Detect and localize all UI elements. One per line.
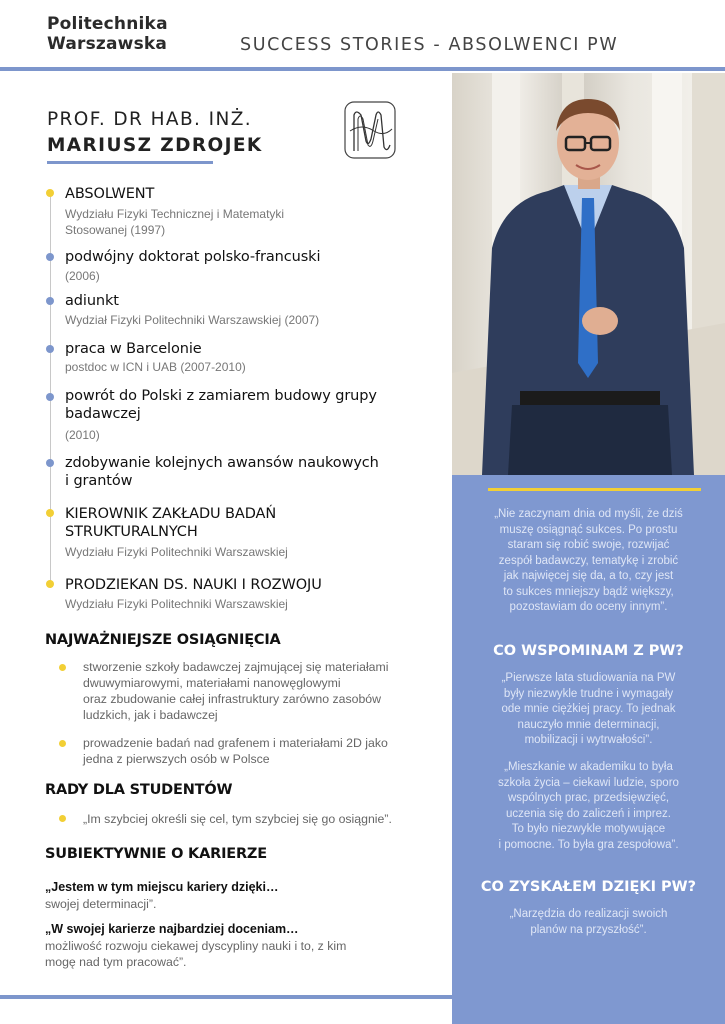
career-answer-2: możliwość rozwoju ciekawej dyscypliny nauki i to, z kim mogę nad tym pracować”. bbox=[45, 939, 347, 969]
logo-line-1: Politechnika bbox=[47, 14, 168, 34]
sidebar-accent-rule bbox=[488, 488, 701, 491]
timeline-title: KIEROWNIK ZAKŁADU BADAŃ STRUKTURALNYCH bbox=[65, 506, 277, 540]
achievements-heading: NAJWAŻNIEJSZE OSIĄGNIĘCIA bbox=[45, 632, 281, 648]
achievement-item: stworzenie szkoły badawczej zajmującej się materiałami dwuwymiarowymi, materiałami nanowęglowymi oraz zbudowanie całej infrastruktury zarówno zasobów ludzkich, jak i badawczej bbox=[83, 660, 389, 722]
academic-title: PROF. DR HAB. INŻ. bbox=[47, 109, 253, 130]
timeline-sub: postdoc w ICN i UAB (2007-2010) bbox=[65, 360, 246, 374]
timeline-sub: Wydziału Fizyki Politechniki Warszawskiej bbox=[65, 545, 288, 559]
timeline-dot bbox=[46, 345, 54, 353]
timeline-title: ABSOLWENT bbox=[65, 186, 155, 202]
bullet-dot bbox=[59, 815, 66, 822]
timeline-title: powrót do Polski z zamiarem budowy grupy badawczej bbox=[65, 388, 377, 422]
timeline-dot bbox=[46, 253, 54, 261]
logo-line-2: Warszawska bbox=[47, 34, 168, 54]
timeline-title: praca w Barcelonie bbox=[65, 341, 202, 357]
timeline-title: PRODZIEKAN DS. NAUKI I ROZWOJU bbox=[65, 577, 322, 593]
timeline-sub: (2006) bbox=[65, 269, 100, 283]
timeline-sub: Wydział Fizyki Politechniki Warszawskiej (2007) bbox=[65, 313, 320, 327]
header-title: SUCCESS STORIES - ABSOLWENCI PW bbox=[240, 35, 619, 55]
timeline-sub: Wydziału Fizyki Technicznej i Matematyki Stosowanej (1997) bbox=[65, 207, 285, 237]
career-answer-1: swojej determinacji”. bbox=[45, 897, 157, 911]
timeline-dot bbox=[46, 509, 54, 517]
pw-emblem-icon bbox=[344, 101, 398, 166]
timeline-title: adiunkt bbox=[65, 293, 119, 309]
career-question-1: „Jestem w tym miejscu kariery dzięki… bbox=[45, 880, 279, 894]
career-heading: SUBIEKTYWNIE O KARIERZE bbox=[45, 846, 267, 862]
bullet-dot bbox=[59, 664, 66, 671]
timeline-sub: (2010) bbox=[65, 428, 100, 442]
advice-heading: RADY DLA STUDENTÓW bbox=[45, 782, 233, 798]
timeline-dot bbox=[46, 297, 54, 305]
memory-2: „Mieszkanie w akademiku to była szkoła życia – ciekawi ludzie, sporo wspólnych prac, przedsięwzięć, uczenia się do zaliczeń i imprez. To było niezwykle motywujące i pomocne. To była gra zespołowa”. bbox=[498, 761, 679, 851]
gained-text: „Narzędzia do realizacji swoich planów na przyszłość”. bbox=[509, 908, 668, 936]
timeline-sub: Wydziału Fizyki Politechniki Warszawskiej bbox=[65, 597, 288, 611]
top-divider bbox=[0, 67, 725, 71]
bullet-dot bbox=[59, 740, 66, 747]
gained-heading: CO ZYSKAŁEM DZIĘKI PW? bbox=[480, 879, 697, 895]
sidebar-panel bbox=[452, 475, 725, 1024]
memories-heading: CO WSPOMINAM Z PW? bbox=[493, 643, 684, 659]
name-underline bbox=[47, 161, 213, 164]
achievement-item: prowadzenie badań nad grafenem i materiałami 2D jako jedna z pierwszych osób w Polsce bbox=[83, 736, 388, 766]
timeline-dot bbox=[46, 189, 54, 197]
portrait-photo bbox=[452, 73, 725, 475]
timeline-dot bbox=[46, 580, 54, 588]
pw-logo bbox=[47, 14, 168, 54]
person-name: MARIUSZ ZDROJEK bbox=[47, 135, 263, 156]
advice-item: „Im szybciej określi się cel, tym szybciej się go osiągnie”. bbox=[83, 812, 392, 826]
timeline-dot bbox=[46, 459, 54, 467]
career-question-2: „W swojej karierze najbardziej doceniam… bbox=[45, 922, 299, 936]
bottom-divider bbox=[0, 995, 452, 999]
timeline-dot bbox=[46, 393, 54, 401]
memory-1: „Pierwsze lata studiowania na PW były niezwykle trudne i wymagały ode mnie ciężkiej pracy. To jednak nauczyło mnie determinacji, mobilizacji i wytrwałości”. bbox=[501, 672, 676, 746]
timeline-title: zdobywanie kolejnych awansów naukowych i grantów bbox=[65, 455, 379, 489]
timeline-title: podwójny doktorat polsko-francuski bbox=[65, 249, 321, 265]
sidebar-quote: „Nie zaczynam dnia od myśli, że dziś muszę osiągnąć sukces. Po prostu staram się robić swoje, rozwijać zespół badawczy, tematykę i zrobić jak najwięcej się da, a to, czy jest to sukces mniejszy bądź większy, pozostawiam do oceny innym”. bbox=[494, 508, 683, 613]
